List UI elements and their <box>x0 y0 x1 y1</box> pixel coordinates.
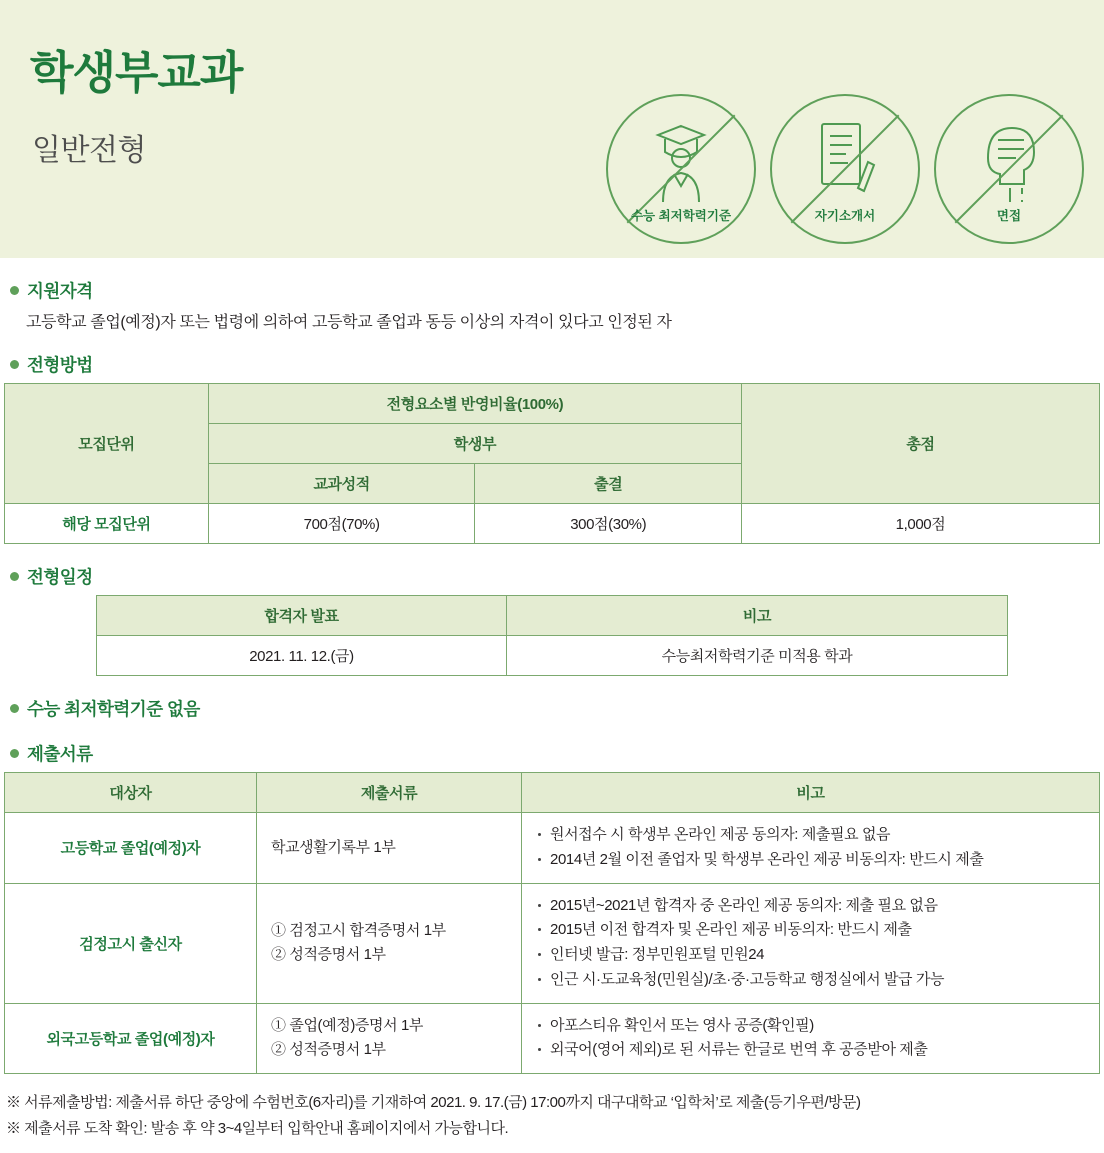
cell-documents <box>257 1003 522 1074</box>
cell-remarks: 수능최저학력기준 미적용 학과 <box>506 636 1007 676</box>
section-heading-eligibility <box>10 278 1104 303</box>
cell-total: 1,000점 <box>742 504 1100 544</box>
table-row <box>5 813 1100 884</box>
cell-notes <box>522 813 1100 884</box>
section-heading-csat <box>10 696 1104 721</box>
section-title: 전형일정 <box>27 567 93 587</box>
note-item: 외국어(영어 제외)로 된 서류는 한글로 번역 후 공증받아 제출 <box>536 1038 1085 1063</box>
cell-target: 외국고등학교 졸업(예정)자 <box>5 1003 257 1074</box>
exclusion-badges <box>606 94 1084 244</box>
interview-head-icon <box>936 118 1082 204</box>
badge-interview <box>934 94 1084 244</box>
footnote-item: ※ 서류제출방법: 제출서류 하단 중앙에 수험번호(6자리)를 기재하여 2021. 9. 17.(금) 17:00까지 대구대학교 ‘입학처’로 제출(등기우편/방문) <box>6 1094 861 1111</box>
doc-line: 학교생활기록부 1부 <box>271 838 396 856</box>
note-item: 인근 시·도교육청(민원실)/초·중·고등학교 행정실에서 발급 가능 <box>536 968 1085 993</box>
bullet-icon <box>10 749 19 758</box>
footnote-item: ※ 제출서류 도착 확인: 발송 후 약 3~4일부터 입학안내 홈페이지에서 가능합니다. <box>6 1120 509 1138</box>
table-row <box>5 773 1100 813</box>
table-row <box>5 883 1100 1003</box>
badge-label: 수능 최저학력기준 <box>630 209 732 223</box>
col-total: 총점 <box>742 384 1100 504</box>
page-subtitle: 일반전형 <box>32 134 146 167</box>
cell-notes <box>522 1003 1100 1074</box>
col-remarks: 비고 <box>506 596 1007 636</box>
cell-unit: 해당 모집단위 <box>5 504 209 544</box>
section-title: 제출서류 <box>27 744 93 764</box>
doc-line: ② 성적증명서 1부 <box>271 1041 386 1059</box>
note-item: 아포스티유 확인서 또는 영사 공증(확인필) <box>536 1014 1085 1039</box>
doc-line: ② 성적증명서 1부 <box>271 946 386 963</box>
bullet-icon <box>10 704 19 713</box>
col-documents: 제출서류 <box>257 773 522 813</box>
badge-self-introduction <box>770 94 920 244</box>
graduate-icon <box>608 118 754 204</box>
footnotes <box>6 1090 1098 1143</box>
cell-documents <box>257 883 522 1003</box>
col-record: 학생부 <box>208 424 741 464</box>
table-row <box>5 1003 1100 1074</box>
schedule-table <box>96 595 1008 676</box>
document-pencil-icon <box>772 118 918 204</box>
section-title: 지원자격 <box>27 281 93 301</box>
col-target: 대상자 <box>5 773 257 813</box>
section-heading-documents <box>10 741 1104 766</box>
col-ratio: 전형요소별 반영비율(100%) <box>208 384 741 424</box>
note-item: 2015년~2021년 합격자 중 온라인 제공 동의자: 제출 필요 없음 <box>536 894 1085 919</box>
note-item: 2015년 이전 합격자 및 온라인 제공 비동의자: 반드시 제출 <box>536 918 1085 943</box>
cell-documents <box>257 813 522 884</box>
section-heading-method <box>10 352 1104 377</box>
col-subject-score: 교과성적 <box>208 464 475 504</box>
col-unit: 모집단위 <box>5 384 209 504</box>
table-row <box>5 384 1100 424</box>
page-content <box>0 278 1104 1143</box>
cell-target: 고등학교 졸업(예정)자 <box>5 813 257 884</box>
col-announcement: 합격자 발표 <box>97 596 507 636</box>
page-header <box>0 0 1104 258</box>
badge-label: 자기소개서 <box>814 209 876 223</box>
eligibility-text: 고등학교 졸업(예정)자 또는 법령에 의하여 고등학교 졸업과 동등 이상의 자격이 있다고 인정된 자 <box>26 314 672 331</box>
section-title: 수능 최저학력기준 없음 <box>27 699 200 719</box>
note-item: 2014년 2월 이전 졸업자 및 학생부 온라인 제공 비동의자: 반드시 제출 <box>536 848 1085 873</box>
cell-attendance: 300점(30%) <box>475 504 742 544</box>
cell-subject-score: 700점(70%) <box>208 504 475 544</box>
table-row <box>97 636 1008 676</box>
doc-line: ① 검정고시 합격증명서 1부 <box>271 922 446 939</box>
col-attendance: 출결 <box>475 464 742 504</box>
note-item: 원서접수 시 학생부 온라인 제공 동의자: 제출필요 없음 <box>536 823 1085 848</box>
table-row <box>97 596 1008 636</box>
bullet-icon <box>10 572 19 581</box>
col-notes: 비고 <box>522 773 1100 813</box>
cell-target: 검정고시 출신자 <box>5 883 257 1003</box>
method-table <box>4 383 1100 544</box>
note-item: 인터넷 발급: 정부민원포털 민원24 <box>536 943 1085 968</box>
cell-notes <box>522 883 1100 1003</box>
table-row <box>5 504 1100 544</box>
badge-label: 면접 <box>996 209 1022 223</box>
documents-table <box>4 772 1100 1074</box>
badge-csat-minimum <box>606 94 756 244</box>
page-title: 학생부교과 <box>30 47 243 98</box>
cell-announcement-date: 2021. 11. 12.(금) <box>97 636 507 676</box>
section-heading-schedule <box>10 564 1104 589</box>
bullet-icon <box>10 360 19 369</box>
section-title: 전형방법 <box>27 355 93 375</box>
bullet-icon <box>10 286 19 295</box>
doc-line: ① 졸업(예정)증명서 1부 <box>271 1017 423 1035</box>
